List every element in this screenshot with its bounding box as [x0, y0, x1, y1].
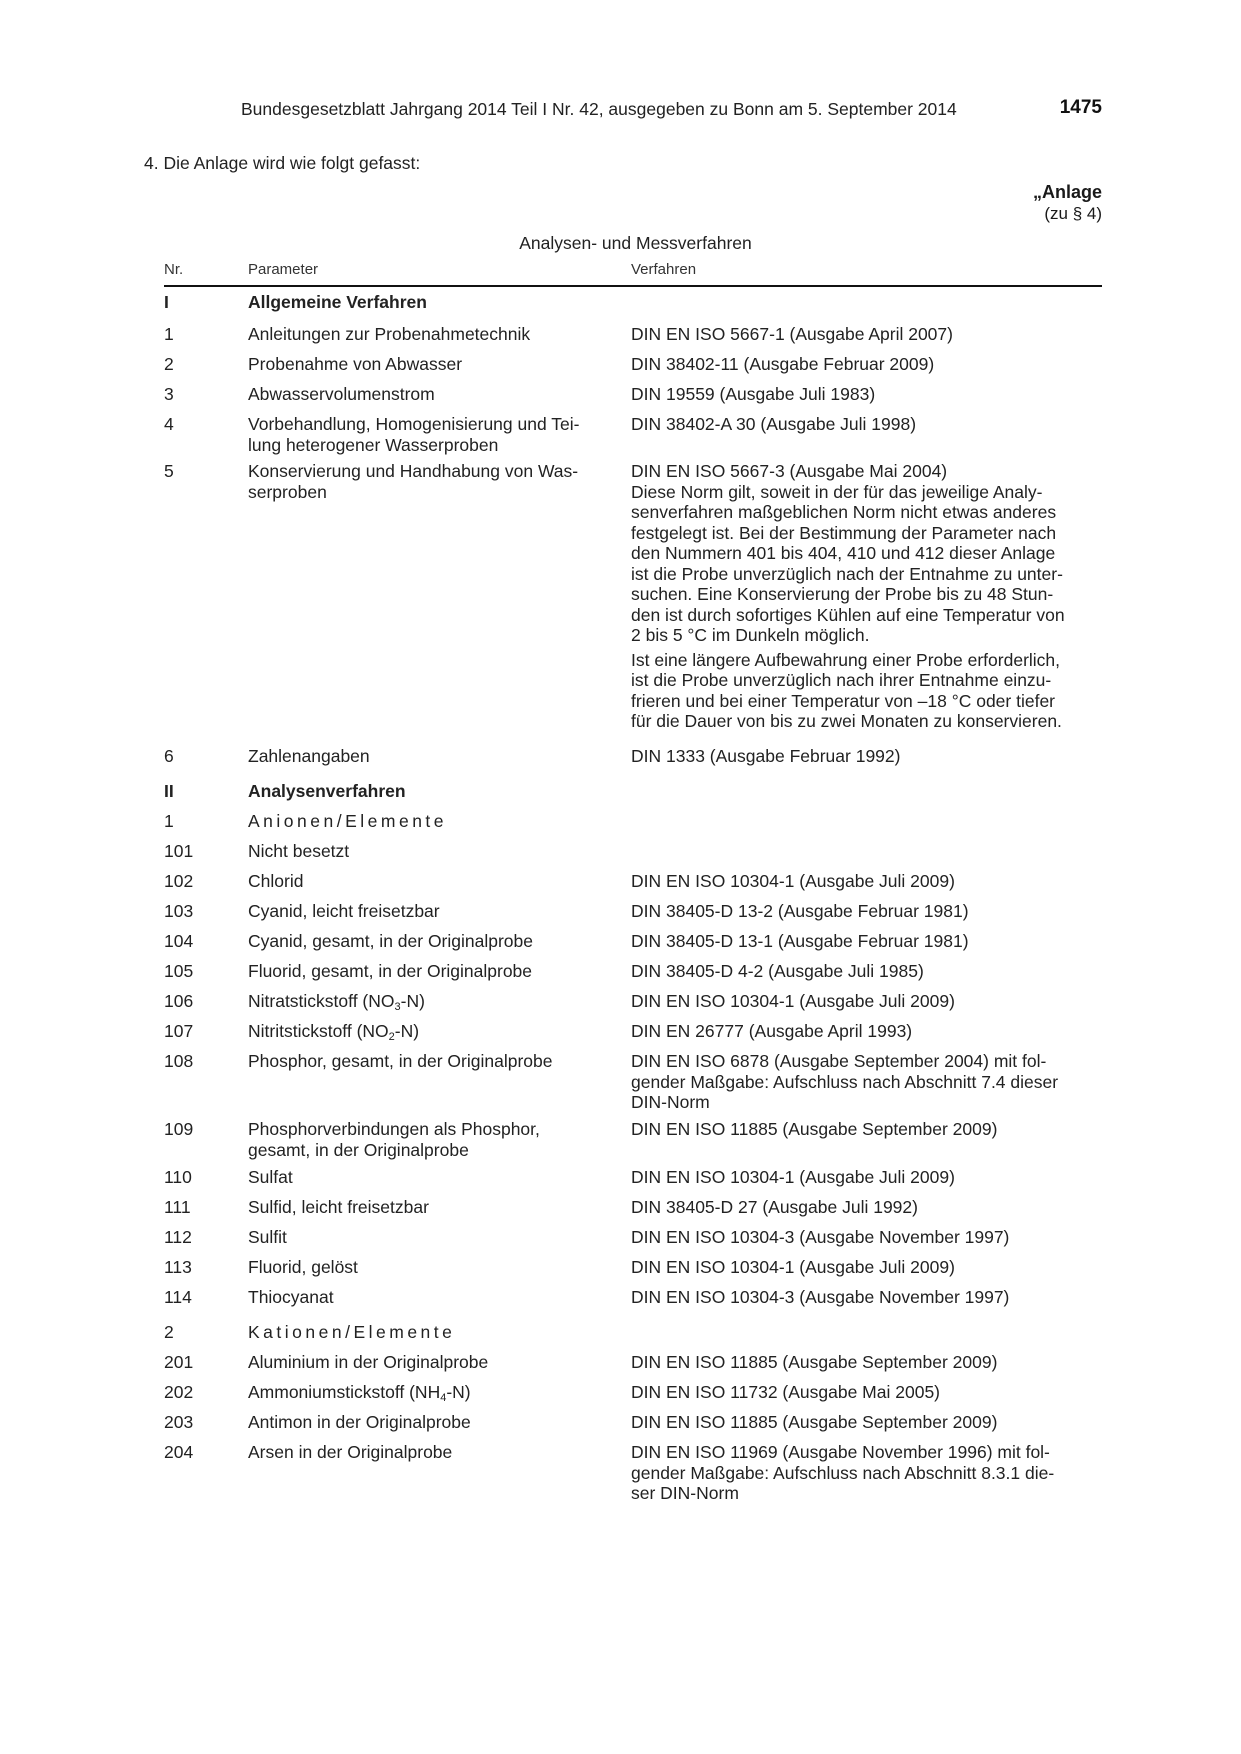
parameter-line: Konservierung und Handhabung von Was- [248, 461, 579, 481]
parameter-line: Cyanid, gesamt, in der Originalprobe [248, 931, 534, 951]
parameter-line: gesamt, in der Originalprobe [248, 1139, 469, 1160]
table-row [0, 324, 1241, 354]
parameter-cell [248, 1021, 602, 1042]
parameter-cell [248, 292, 602, 313]
method-cell [631, 871, 1102, 892]
method-line: gender Maßgabe: Aufschluss nach Abschnitt 8.3.1 die- [631, 1462, 1055, 1483]
parameter-cell [248, 1167, 602, 1188]
parameter-line: Abwasservolumenstrom [248, 384, 435, 404]
annex-heading [1033, 181, 1102, 225]
parameter-text: Nitritstickstoff (NO [248, 1021, 389, 1041]
parameter-cell [248, 746, 602, 767]
column-headers [0, 261, 1241, 285]
parameter-line: Kationen/Elemente [248, 1322, 456, 1342]
parameter-cell [248, 1119, 602, 1160]
method-line: DIN EN ISO 11969 (Ausgabe November 1996) mit fol- [631, 1442, 1050, 1462]
method-line: suchen. Eine Konservierung der Probe bis zu 48 Stun- [631, 584, 1054, 604]
row-number: 4 [164, 414, 174, 434]
row-number: 114 [164, 1287, 192, 1307]
method-line: Diese Norm gilt, soweit in der für das jeweilige Analy- [631, 481, 1043, 502]
table-row [0, 354, 1241, 384]
row-number: 107 [164, 1021, 194, 1041]
method-cell [631, 1197, 1102, 1218]
parameter-cell [248, 1322, 602, 1343]
row-number: 103 [164, 901, 194, 921]
row-number: I [164, 292, 169, 312]
method-cell [631, 414, 1102, 435]
row-number: 108 [164, 1051, 194, 1071]
method-line: frieren und bei einer Temperatur von –18 °C oder tiefer [631, 690, 1055, 711]
row-number: 204 [164, 1442, 194, 1462]
method-line: ist die Probe unverzüglich nach der Entnahme zu unter- [631, 563, 1063, 584]
row-number: 203 [164, 1412, 194, 1432]
row-number: 1 [164, 324, 174, 344]
row-number: 104 [164, 931, 194, 951]
column-header-nr: Nr. [164, 261, 184, 278]
parameter-cell [248, 961, 602, 982]
page-number: 1475 [1059, 97, 1102, 118]
parameter-cell [248, 324, 602, 345]
parameter-line: Arsen in der Originalprobe [248, 1442, 453, 1462]
method-line: DIN 38405-D 4-2 (Ausgabe Juli 1985) [631, 961, 924, 981]
parameter-cell [248, 1227, 602, 1248]
parameter-line: Analysenverfahren [248, 781, 406, 801]
subscript: 3 [394, 1001, 401, 1013]
method-line: ist die Probe unverzüglich nach ihrer Entnahme einzu- [631, 670, 1052, 690]
method-line: DIN EN ISO 5667-3 (Ausgabe Mai 2004) [631, 461, 948, 481]
method-cell [631, 1167, 1102, 1188]
parameter-cell [248, 384, 602, 405]
parameter-text: -N) [394, 1021, 420, 1041]
method-cell [631, 1287, 1102, 1308]
method-line: DIN EN ISO 10304-1 (Ausgabe Juli 2009) [631, 1167, 955, 1187]
table-row [0, 931, 1241, 961]
amendment-intro: 4. Die Anlage wird wie folgt gefasst: [144, 153, 421, 173]
method-cell [631, 1051, 1102, 1113]
subsection-row [0, 811, 1241, 841]
parameter-line: Antimon in der Originalprobe [248, 1412, 471, 1432]
parameter-line: Fluorid, gesamt, in der Originalprobe [248, 961, 533, 981]
parameter-line: Cyanid, leicht freisetzbar [248, 901, 440, 921]
parameter-cell [248, 1287, 602, 1308]
parameter-line: Sulfat [248, 1167, 293, 1187]
table-row [0, 841, 1241, 871]
row-number: 202 [164, 1382, 194, 1402]
method-line: den ist durch sofortiges Kühlen auf eine Temperatur von [631, 604, 1065, 625]
table-row [0, 746, 1241, 781]
parameter-cell [248, 414, 602, 455]
table-row [0, 1287, 1241, 1322]
method-line: DIN EN ISO 11885 (Ausgabe September 2009) [631, 1119, 998, 1139]
parameter-cell [248, 354, 602, 375]
running-head: Bundesgesetzblatt Jahrgang 2014 Teil I Nr. 42, ausgegeben zu Bonn am 5. September 2014 [241, 99, 957, 119]
table-row [0, 1021, 1241, 1051]
table-title: Analysen- und Messverfahren [519, 233, 752, 253]
method-cell [631, 1021, 1102, 1042]
parameter-cell [248, 1352, 602, 1373]
parameter-cell [248, 901, 602, 922]
parameter-line: Thiocyanat [248, 1287, 334, 1307]
subscript: 4 [440, 1392, 447, 1404]
method-cell [631, 1119, 1102, 1140]
subsection-row [0, 1322, 1241, 1352]
parameter-line: Nicht besetzt [248, 841, 350, 861]
row-number: 2 [164, 1322, 174, 1342]
parameter-text: -N) [400, 991, 425, 1011]
parameter-cell [248, 871, 602, 892]
row-number: 113 [164, 1257, 192, 1277]
row-number: 112 [164, 1227, 192, 1247]
row-number: 101 [164, 841, 194, 861]
method-cell [631, 1412, 1102, 1433]
header-rule [164, 285, 1102, 287]
parameter-line: Phosphorverbindungen als Phosphor, [248, 1119, 540, 1139]
method-line: DIN 38405-D 13-2 (Ausgabe Februar 1981) [631, 901, 969, 921]
parameter-line: Sulfid, leicht freisetzbar [248, 1197, 429, 1217]
annex-reference: (zu § 4) [1044, 204, 1102, 223]
table-row [0, 1382, 1241, 1412]
method-line: gender Maßgabe: Aufschluss nach Abschnitt 7.4 dieser [631, 1071, 1059, 1092]
parameter-cell [248, 1197, 602, 1218]
method-cell [631, 961, 1102, 982]
parameter-cell [248, 781, 602, 802]
method-line: festgelegt ist. Bei der Bestimmung der Parameter nach [631, 522, 1057, 543]
section-row [0, 781, 1241, 811]
row-number: 201 [164, 1352, 194, 1372]
table-row [0, 1442, 1241, 1502]
method-line: senverfahren maßgeblichen Norm nicht etwas anderes [631, 502, 1057, 522]
table-row [0, 1227, 1241, 1257]
method-line: DIN EN ISO 10304-1 (Ausgabe Juli 2009) [631, 1257, 955, 1277]
table-row [0, 1352, 1241, 1382]
method-line: DIN-Norm [631, 1092, 710, 1112]
method-line: DIN 38405-D 27 (Ausgabe Juli 1992) [631, 1197, 918, 1217]
method-cell [631, 1352, 1102, 1373]
table-row [0, 871, 1241, 901]
table-row [0, 1412, 1241, 1442]
table-body [0, 292, 1241, 1502]
table-row [0, 461, 1241, 746]
method-line: 2 bis 5 °C im Dunkeln möglich. [631, 625, 870, 645]
row-number: 1 [164, 811, 174, 831]
method-line: DIN EN ISO 6878 (Ausgabe September 2004) mit fol- [631, 1051, 1047, 1071]
method-line: DIN EN ISO 11732 (Ausgabe Mai 2005) [631, 1382, 941, 1402]
parameter-cell [248, 841, 602, 862]
parameter-line: Sulfit [248, 1227, 287, 1247]
method-line: DIN EN ISO 10304-1 (Ausgabe Juli 2009) [631, 871, 955, 891]
parameter-line: Phosphor, gesamt, in der Originalprobe [248, 1051, 553, 1071]
method-line: DIN 1333 (Ausgabe Februar 1992) [631, 746, 901, 766]
method-line: DIN 38405-D 13-1 (Ausgabe Februar 1981) [631, 931, 969, 951]
row-number: II [164, 781, 174, 801]
method-line: DIN EN 26777 (Ausgabe April 1993) [631, 1021, 913, 1041]
row-number: 2 [164, 354, 174, 374]
subscript: 2 [388, 1031, 395, 1043]
method-line: DIN 38402-A 30 (Ausgabe Juli 1998) [631, 414, 917, 434]
parameter-line: Zahlenangaben [248, 746, 370, 766]
method-line: Ist eine längere Aufbewahrung einer Probe erforderlich, [631, 649, 1061, 670]
parameter-cell [248, 1382, 602, 1403]
method-line: für die Dauer von bis zu zwei Monaten zu konservieren. [631, 711, 1062, 731]
method-cell [631, 1382, 1102, 1403]
method-line: DIN EN ISO 11885 (Ausgabe September 2009) [631, 1352, 998, 1372]
section-row [0, 292, 1241, 324]
method-cell [631, 901, 1102, 922]
table-row [0, 1119, 1241, 1167]
method-line: DIN 19559 (Ausgabe Juli 1983) [631, 384, 876, 404]
row-number: 3 [164, 384, 174, 404]
row-number: 105 [164, 961, 194, 981]
method-cell [631, 1442, 1102, 1504]
row-number: 5 [164, 461, 174, 481]
row-number: 111 [164, 1197, 191, 1217]
parameter-text: Nitratstickstoff (NO [248, 991, 395, 1011]
method-cell [631, 384, 1102, 405]
row-number: 109 [164, 1119, 194, 1139]
method-cell [631, 1257, 1102, 1278]
row-number: 110 [164, 1167, 192, 1187]
parameter-line: Probenahme von Abwasser [248, 354, 463, 374]
parameter-line: Anionen/Elemente [248, 811, 448, 831]
table-row [0, 414, 1241, 461]
column-header-parameter: Parameter [248, 261, 319, 278]
method-line: DIN EN ISO 5667-1 (Ausgabe April 2007) [631, 324, 953, 344]
parameter-cell [248, 811, 602, 832]
parameter-text: Ammoniumstickstoff (NH [248, 1382, 441, 1402]
table-row [0, 1167, 1241, 1197]
row-number: 102 [164, 871, 194, 891]
parameter-cell [248, 1257, 602, 1278]
table-row [0, 961, 1241, 991]
parameter-line: lung heterogener Wasserproben [248, 434, 499, 455]
parameter-cell [248, 1442, 602, 1463]
column-header-verfahren: Verfahren [631, 261, 697, 278]
method-cell [631, 746, 1102, 767]
table-row [0, 991, 1241, 1021]
method-line: DIN 38402-11 (Ausgabe Februar 2009) [631, 354, 935, 374]
method-cell [631, 1227, 1102, 1248]
table-row [0, 901, 1241, 931]
parameter-line: Chlorid [248, 871, 304, 891]
parameter-line: Allgemeine Verfahren [248, 292, 427, 312]
parameter-cell [248, 931, 602, 952]
parameter-line: Fluorid, gelöst [248, 1257, 358, 1277]
parameter-cell [248, 991, 602, 1012]
parameter-text: -N) [446, 1382, 471, 1402]
method-cell [631, 324, 1102, 345]
table-row [0, 384, 1241, 414]
parameter-cell [248, 1051, 602, 1072]
method-line: DIN EN ISO 10304-3 (Ausgabe November 1997) [631, 1227, 1010, 1247]
parameter-line: Anleitungen zur Probenahmetechnik [248, 324, 531, 344]
method-line: DIN EN ISO 10304-1 (Ausgabe Juli 2009) [631, 991, 955, 1011]
parameter-cell [248, 1412, 602, 1433]
parameter-line: Aluminium in der Originalprobe [248, 1352, 489, 1372]
method-cell [631, 931, 1102, 952]
table-row [0, 1051, 1241, 1119]
row-number: 6 [164, 746, 174, 766]
method-line: DIN EN ISO 11885 (Ausgabe September 2009) [631, 1412, 998, 1432]
parameter-line: serproben [248, 481, 327, 502]
method-cell [631, 461, 1102, 732]
row-number: 106 [164, 991, 194, 1011]
annex-title: „Anlage [1032, 182, 1102, 202]
method-line: ser DIN-Norm [631, 1483, 739, 1503]
method-cell [631, 354, 1102, 375]
table-row [0, 1257, 1241, 1287]
method-line: DIN EN ISO 10304-3 (Ausgabe November 1997) [631, 1287, 1010, 1307]
parameter-line: Vorbehandlung, Homogenisierung und Tei- [248, 414, 580, 434]
method-line: den Nummern 401 bis 404, 410 und 412 dieser Anlage [631, 543, 1056, 563]
parameter-cell [248, 461, 602, 502]
table-row [0, 1197, 1241, 1227]
method-cell [631, 991, 1102, 1012]
page-header [0, 99, 1241, 125]
